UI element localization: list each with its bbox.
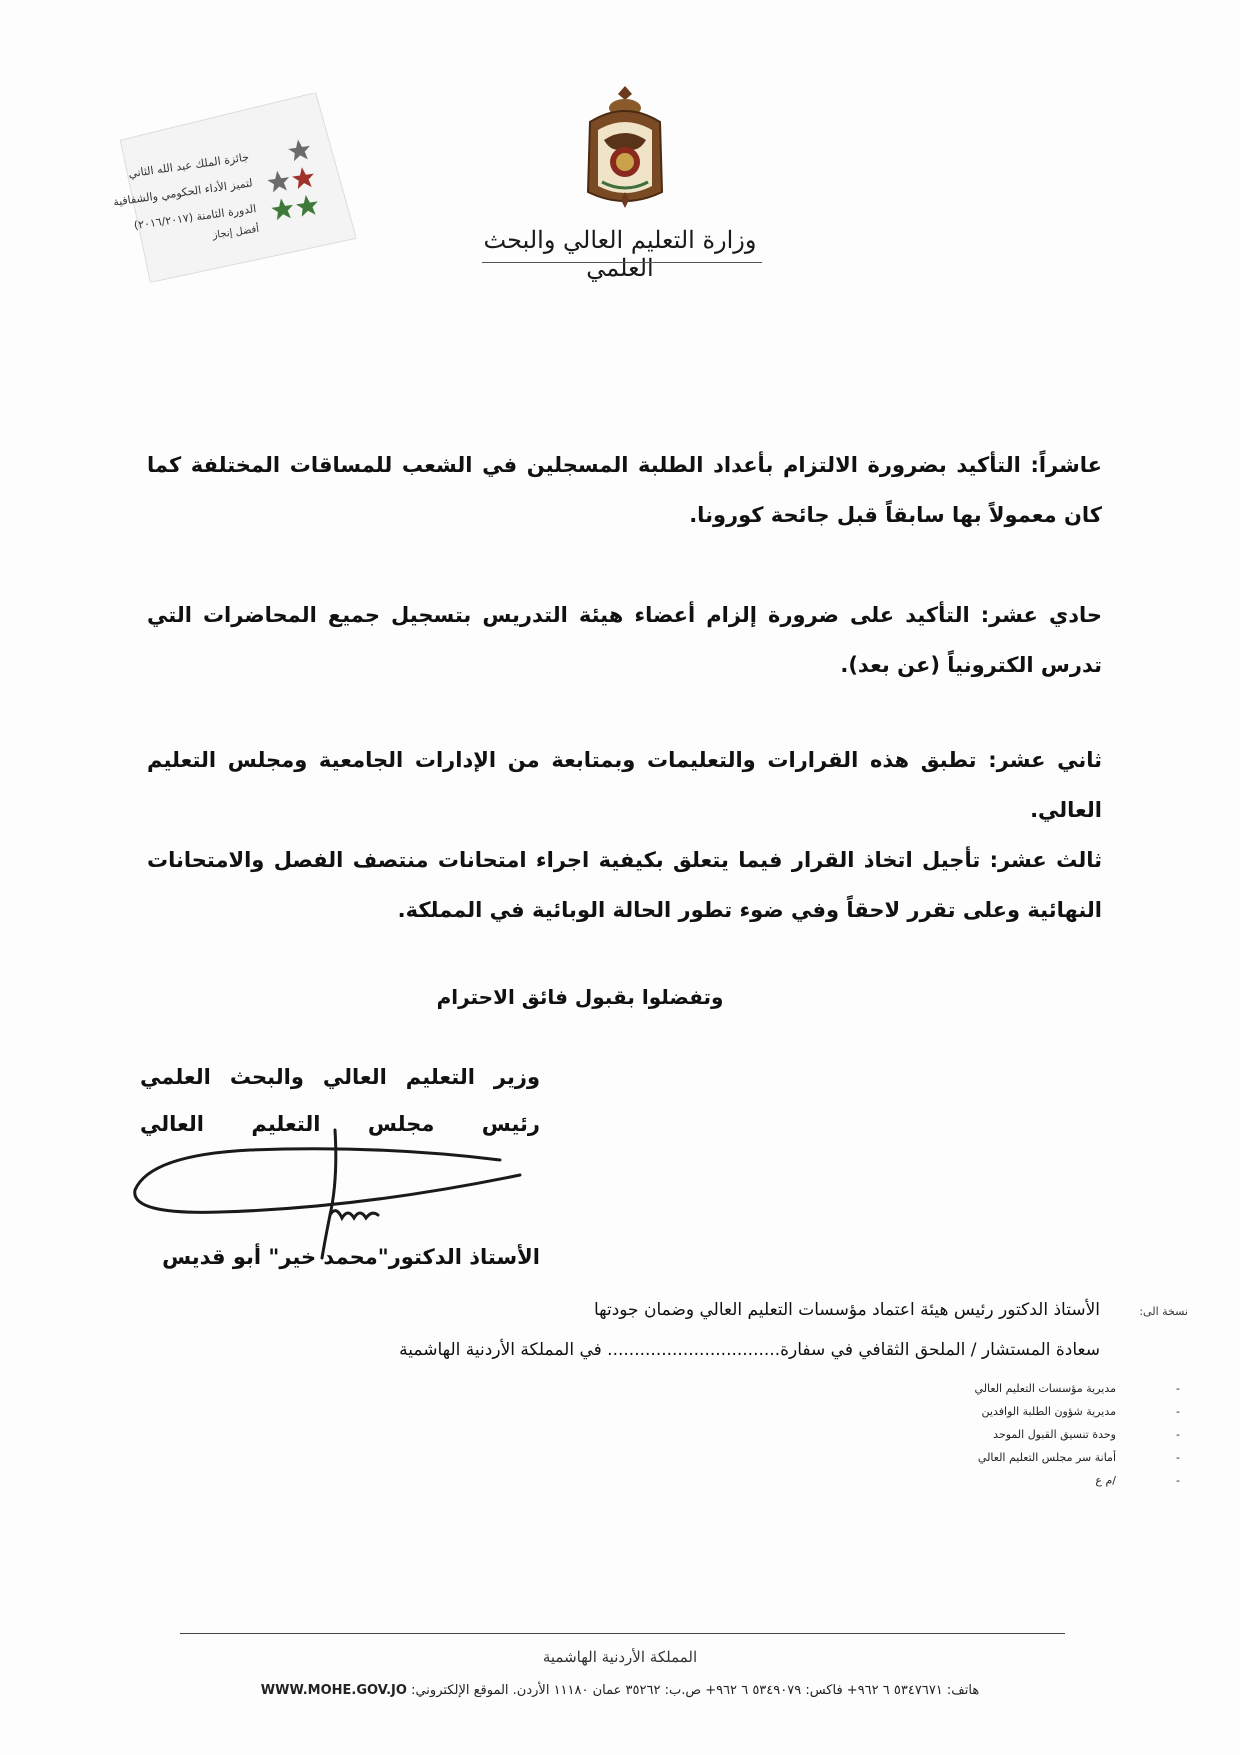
paragraph-eleventh: حادي عشر: التأكيد على ضرورة إلزام أعضاء هيئة التدريس بتسجيل جميع المحاضرات التي تدرس الكترونياً (عن بعد). — [147, 603, 1102, 677]
paragraph-twelfth: ثاني عشر: تطبق هذه القرارات والتعليمات وبمتابعة من الإدارات الجامعية ومجلس التعليم العالي. — [147, 748, 1102, 822]
closing-salutation: وتفضلوا بقبول فائق الاحترام — [436, 985, 724, 1009]
list-item: - مديرية مؤسسات التعليم العالي — [974, 1382, 1180, 1395]
list-item: - أمانة سر مجلس التعليم العالي — [977, 1451, 1180, 1464]
list-item-label: مديرية مؤسسات التعليم العالي — [974, 1382, 1116, 1395]
copies-label: نسخة الى: — [1139, 1305, 1188, 1318]
paragraph-thirteenth: ثالث عشر: تأجيل اتخاذ القرار فيما يتعلق بكيفية اجراء امتحانات منتصف الفصل والامتحانات النهائية وعلى تقرر لاحقاً وفي ضوء تطور الحالة الوبائية في المملكة. — [147, 848, 1102, 922]
award-line-3: الدورة الثامنة (٢٠١٦/٢٠١٧) — [133, 202, 258, 233]
list-item: - وحدة تنسيق القبول الموحد — [993, 1428, 1180, 1441]
signatory-name: الأستاذ الدكتور"محمد خير" أبو قديس — [162, 1245, 540, 1269]
signatory-title-council: رئيس مجلس التعليم العالي — [140, 1112, 540, 1136]
footer-country-name: المملكة الأردنية الهاشمية — [542, 1648, 698, 1666]
list-item-label: /م ع — [1095, 1474, 1116, 1487]
star-grey-icon — [287, 138, 312, 162]
award-badge — [108, 90, 359, 285]
list-item-label: وحدة تنسيق القبول الموحد — [993, 1428, 1116, 1441]
copies-distribution-list — [888, 1382, 1188, 1497]
footer-contact-text: هاتف: ٥٣٤٧٦٧١ ٦ ٩٦٢+ فاكس: ٥٣٤٩٠٧٩ ٦ ٩٦٢+ ص.ب: ٣٥٢٦٢ عمان ١١١٨٠ الأردن. الموقع الإلكتروني: — [411, 1683, 980, 1698]
footer-contact-info — [240, 1683, 1000, 1698]
footer-website-link[interactable]: WWW.MOHE.GOV.JO — [260, 1683, 407, 1698]
ministry-name: وزارة التعليم العالي والبحث العلمي — [483, 226, 757, 282]
star-green-icon — [270, 193, 319, 220]
copy-recipient-2: سعادة المستشار / الملحق الثقافي في سفارة................................ في المملكة الأردنية الهاشمية — [399, 1340, 1100, 1360]
copy-recipient-1: الأستاذ الدكتور رئيس هيئة اعتماد مؤسسات التعليم العالي وضمان جودتها — [593, 1300, 1100, 1320]
paragraph-tenth: عاشراً: التأكيد بضرورة الالتزام بأعداد الطلبة المسجلين في الشعب للمساقات المختلفة كما كان معمولاً بها سابقاً قبل جائحة كورونا. — [147, 453, 1102, 527]
list-item-label: أمانة سر مجلس التعليم العالي — [977, 1451, 1116, 1464]
list-item: - مديرية شؤون الطلبة الوافدين — [981, 1405, 1180, 1418]
star-red-icon — [266, 166, 315, 193]
award-line-1: جائزة الملك عبد الله الثاني — [127, 150, 250, 181]
ministry-name-underline — [482, 262, 762, 263]
footer-divider — [180, 1633, 1065, 1634]
list-item-label: مديرية شؤون الطلبة الوافدين — [981, 1405, 1116, 1418]
list-item: - /م ع — [1095, 1474, 1180, 1487]
coat-of-arms-icon — [580, 82, 670, 212]
award-line-2: لتميز الأداء الحكومي والشفافية — [112, 176, 254, 209]
award-stars-icon — [248, 135, 329, 230]
award-line-4: أفضل إنجاز — [211, 223, 260, 242]
signatory-title-minister: وزير التعليم العالي والبحث العلمي — [140, 1065, 540, 1089]
handwritten-signature — [130, 1120, 530, 1260]
